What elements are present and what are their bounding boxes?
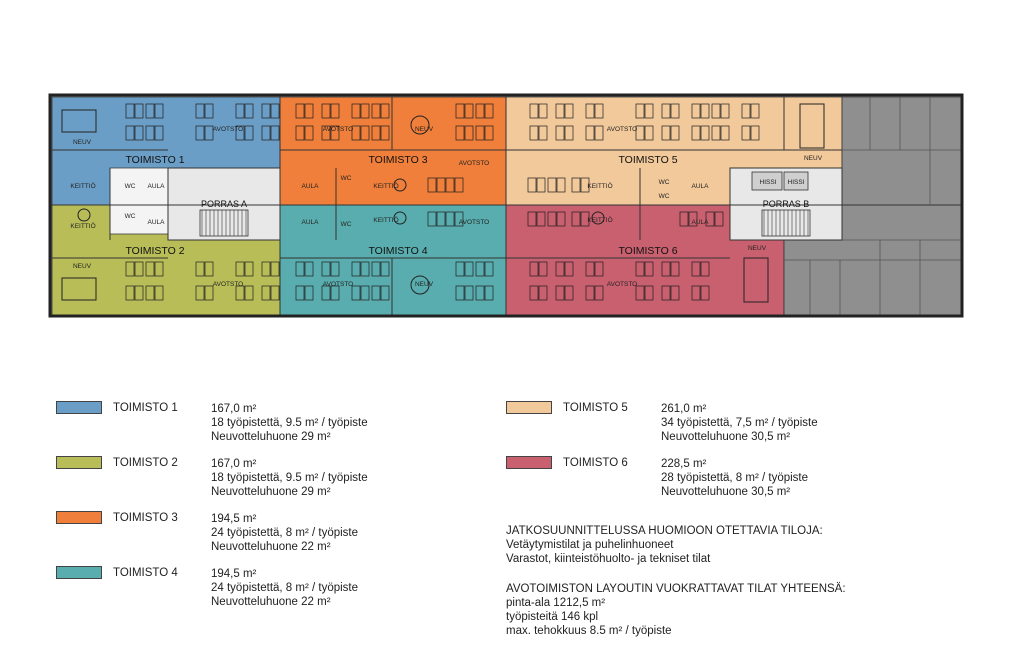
room-keittio-3: KEITTIÖ: [373, 183, 399, 190]
legend-meeting-toimisto5: Neuvotteluhuone 30,5 m²: [661, 431, 791, 443]
legend-meeting-toimisto6: Neuvotteluhuone 30,5 m²: [661, 486, 791, 498]
room-avotsto-1: AVOTSTO: [212, 126, 244, 133]
room-avotsto-6: AVOTSTO: [606, 281, 638, 288]
total-area: pinta-ala 1212,5 m²: [506, 597, 606, 609]
total-efficiency: max. tehokkuus 8.5 m² / työpiste: [506, 625, 672, 637]
total-summary-title: AVOTOIMISTON LAYOUTIN VUOKRATTAVAT TILAT YHTEENSÄ:: [506, 583, 846, 595]
room-wc-4: WC: [340, 221, 352, 228]
label-toimisto-1: TOIMISTO 1: [125, 154, 185, 166]
room-aula-5: AULA: [691, 183, 709, 190]
legend-info-toimisto3: [211, 512, 358, 554]
legend-name-toimisto6: TOIMISTO 6: [563, 457, 628, 469]
room-neuv-2: NEUV: [72, 263, 92, 270]
label-toimisto-6: TOIMISTO 6: [618, 245, 678, 257]
legend-area-toimisto6: 228,5 m²: [661, 458, 707, 470]
further-planning-notes: [506, 524, 823, 566]
room-porras-a: PORRAS A: [200, 199, 248, 209]
legend-meeting-toimisto4: Neuvotteluhuone 22 m²: [211, 596, 331, 608]
room-aula-1: AULA: [147, 183, 165, 190]
further-planning-item-1: Vetäytymistilat ja puhelinhuoneet: [506, 539, 674, 551]
legend-info-toimisto1: [211, 402, 368, 444]
legend-swatch-toimisto5: [506, 401, 552, 414]
room-wc-1: WC: [124, 183, 136, 190]
room-keittio-6: KEITTIÖ: [587, 217, 613, 224]
legend-workstations-toimisto5: 34 työpistettä, 7,5 m² / työpiste: [661, 417, 818, 429]
legend-info-toimisto4: [211, 567, 358, 609]
room-wc-2: WC: [124, 213, 136, 220]
legend-area-toimisto4: 194,5 m²: [211, 568, 257, 580]
legend-area-toimisto5: 261,0 m²: [661, 403, 707, 415]
room-aula-4: AULA: [301, 219, 319, 226]
legend-meeting-toimisto1: Neuvotteluhuone 29 m²: [211, 431, 331, 443]
room-avotsto-3: AVOTSTO: [322, 126, 354, 133]
room-keittio-2: KEITTIÖ: [70, 223, 96, 230]
room-aula-6: AULA: [691, 219, 709, 226]
room-wc-6: WC: [658, 193, 670, 200]
room-neuv-3: NEUV: [414, 126, 434, 133]
room-hissi-2: HISSI: [787, 179, 805, 186]
legend-name-toimisto4: TOIMISTO 4: [113, 567, 178, 579]
label-toimisto-4: TOIMISTO 4: [368, 245, 428, 257]
legend-swatch-toimisto1: [56, 401, 102, 414]
legend-workstations-toimisto4: 24 työpistettä, 8 m² / työpiste: [211, 582, 359, 594]
room-neuv-6: NEUV: [747, 245, 767, 252]
further-planning-title: JATKOSUUNNITTELUSSA HUOMIOON OTETTAVIA TILOJA:: [506, 525, 823, 537]
legend-swatch-toimisto3: [56, 511, 102, 524]
legend-area-toimisto3: 194,5 m²: [211, 513, 257, 525]
room-neuv-1: NEUV: [72, 139, 92, 146]
room-neuv-4: NEUV: [414, 281, 434, 288]
legend-meeting-toimisto2: Neuvotteluhuone 29 m²: [211, 486, 331, 498]
legend-workstations-toimisto3: 24 työpistettä, 8 m² / työpiste: [211, 527, 359, 539]
legend-name-toimisto2: TOIMISTO 2: [113, 457, 178, 469]
legend-workstations-toimisto2: 18 työpistettä, 9.5 m² / työpiste: [211, 472, 368, 484]
legend-swatch-toimisto2: [56, 456, 102, 469]
room-neuv-5: NEUV: [803, 155, 823, 162]
legend-name-toimisto5: TOIMISTO 5: [563, 402, 628, 414]
total-workstations: työpisteitä 146 kpl: [506, 611, 599, 623]
room-avotsto-4: AVOTSTO: [322, 281, 354, 288]
room-keittio-4: KEITTIÖ: [373, 217, 399, 224]
legend-name-toimisto1: TOIMISTO 1: [113, 402, 178, 414]
further-planning-item-2: Varastot, kiinteistöhuolto- ja tekniset tilat: [506, 553, 711, 565]
total-summary: [506, 582, 846, 638]
legend-swatch-toimisto6: [506, 456, 552, 469]
legend-workstations-toimisto6: 28 työpistettä, 8 m² / työpiste: [661, 472, 809, 484]
legend-info-toimisto6: [661, 457, 808, 499]
legend-info-toimisto5: [661, 402, 818, 444]
room-aula-2: AULA: [147, 219, 165, 226]
room-porras-b: PORRAS B: [762, 199, 810, 209]
room-avotsto-2: AVOTSTO: [212, 281, 244, 288]
legend-name-toimisto3: TOIMISTO 3: [113, 512, 178, 524]
label-toimisto-5: TOIMISTO 5: [618, 154, 678, 166]
room-keittio-1: KEITTIÖ: [70, 183, 96, 190]
legend-info-toimisto2: [211, 457, 368, 499]
legend-workstations-toimisto1: 18 työpistettä, 9.5 m² / työpiste: [211, 417, 368, 429]
room-wc-5: WC: [658, 179, 670, 186]
room-aula-3: AULA: [301, 183, 319, 190]
legend-swatch-toimisto4: [56, 566, 102, 579]
room-keittio-5: KEITTIÖ: [587, 183, 613, 190]
label-toimisto-2: TOIMISTO 2: [125, 245, 185, 257]
room-hissi-1: HISSI: [759, 179, 777, 186]
legend-area-toimisto2: 167,0 m²: [211, 458, 257, 470]
legend-meeting-toimisto3: Neuvotteluhuone 22 m²: [211, 541, 331, 553]
legend-area-toimisto1: 167,0 m²: [211, 403, 257, 415]
room-avotsto-3b: AVOTSTO: [458, 160, 490, 167]
room-avotsto-5: AVOTSTO: [606, 126, 638, 133]
room-avotsto-4b: AVOTSTO: [458, 219, 490, 226]
label-toimisto-3: TOIMISTO 3: [368, 154, 428, 166]
room-wc-3: WC: [340, 175, 352, 182]
